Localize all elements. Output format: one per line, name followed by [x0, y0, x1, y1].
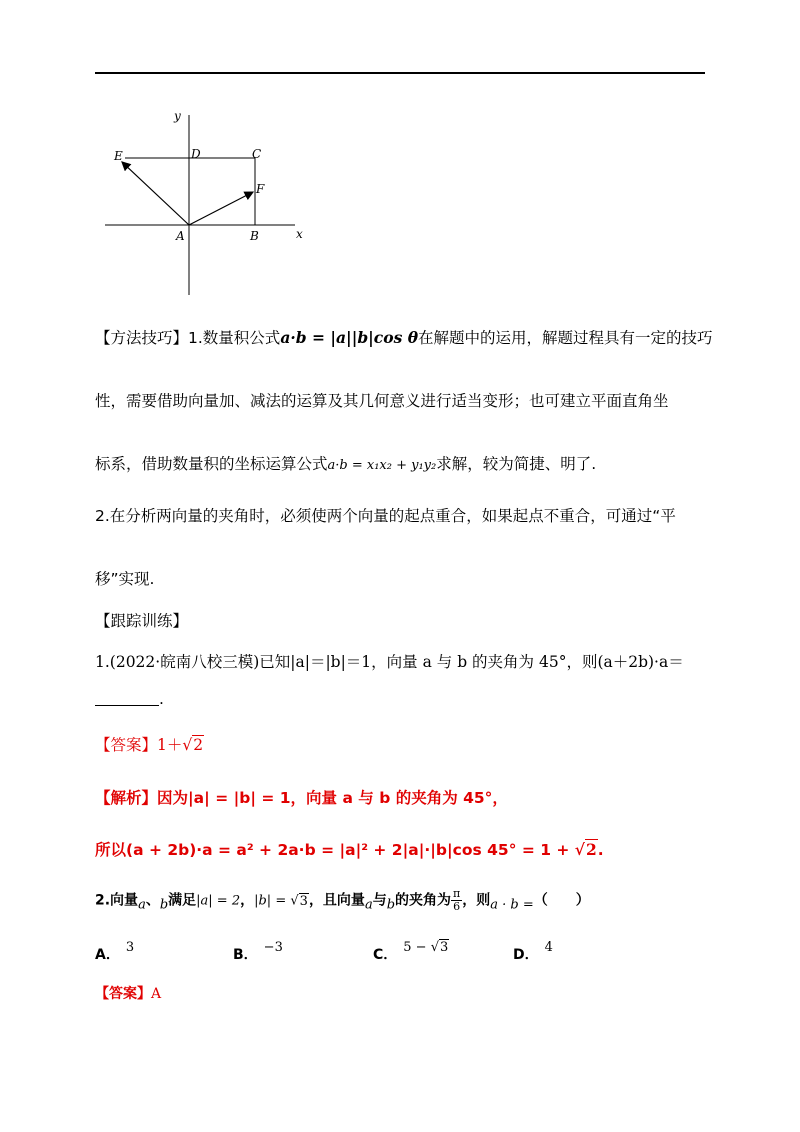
- method-line-4: 2.在分析两向量的夹角时，必须使两个向量的起点重合，如果起点不重合，可通过“平: [95, 507, 676, 525]
- label-d: D: [191, 147, 201, 161]
- option-b[interactable]: B． −3: [233, 940, 283, 963]
- q1-answer: 【答案】1＋√2: [95, 736, 204, 754]
- label-e: E: [114, 149, 123, 163]
- condition-b: |b| =: [254, 893, 291, 909]
- q2-answer: 【答案】A: [95, 986, 162, 1002]
- question-2: 2.向量a、b满足|a| = 2，|b| = √3，且向量a与b的夹角为 $\frac{\pi}{6}$ ，则a · b =（ ）: [95, 887, 590, 913]
- condition-a: |a| = 2: [196, 893, 241, 909]
- answer-blank: [95, 691, 159, 706]
- option-c[interactable]: C． 5 − √3: [373, 940, 449, 963]
- label-x: x: [296, 227, 303, 241]
- label-a: A: [176, 229, 185, 243]
- sqrt-symbol: √3: [430, 940, 449, 955]
- header-rule: [95, 72, 705, 74]
- dot-product-formula: a·b = |a||b|cos θ: [280, 328, 419, 347]
- sqrt-symbol: √2: [182, 736, 204, 754]
- method-tag: 【方法技巧】: [95, 329, 189, 347]
- vector-figure: [100, 100, 320, 300]
- angle-fraction: $\frac{\pi}{6}$: [453, 887, 461, 913]
- sqrt-symbol: √3: [290, 893, 308, 909]
- q1-analysis-2: 所以(a + 2b)·a = a² + 2a·b = |a|² + 2|a|·|b|cos 45° = 1 + √2.: [95, 840, 604, 859]
- label-c: C: [252, 147, 262, 161]
- answer-tag: 【答案】: [95, 736, 158, 754]
- dot-expr: a · b =: [490, 897, 534, 913]
- label-b: B: [250, 229, 259, 243]
- question-1: 1.(2022·皖南八校三模)已知|a|＝|b|＝1，向量 a 与 b 的夹角为 45°，则(a＋2b)·a＝: [95, 653, 684, 671]
- question-1-blank-line: .: [95, 690, 715, 708]
- option-d[interactable]: D． 4: [513, 940, 553, 963]
- analysis-tag: 【解析】: [95, 789, 158, 807]
- sqrt-symbol: √2: [574, 840, 597, 859]
- method-line-2: 性，需要借助向量加、减法的运算及其几何意义进行适当变形；也可建立平面直角坐: [95, 392, 669, 410]
- method-line-3: 标系，借助数量积的坐标运算公式a·b = x₁x₂ + y₁y₂求解，较为简捷、明了.: [95, 455, 597, 473]
- vector-af: [189, 192, 253, 225]
- coordinate-formula: a·b = x₁x₂ + y₁y₂: [327, 458, 437, 473]
- answer-tag: 【答案】: [95, 986, 151, 1002]
- vector-ae: [122, 162, 189, 225]
- option-a[interactable]: A． 3: [95, 940, 135, 963]
- training-tag: 【跟踪训练】: [95, 612, 189, 630]
- label-f: F: [256, 182, 265, 196]
- method-line-5: 移”实现.: [95, 570, 155, 588]
- q1-analysis-1: 【解析】因为|a| = |b| = 1，向量 a 与 b 的夹角为 45°，: [95, 789, 508, 807]
- label-y: y: [174, 109, 181, 123]
- method-line-1: 【方法技巧】1.数量积公式a·b = |a||b|cos θ在解题中的运用，解题过程具有一定的技巧: [95, 328, 713, 347]
